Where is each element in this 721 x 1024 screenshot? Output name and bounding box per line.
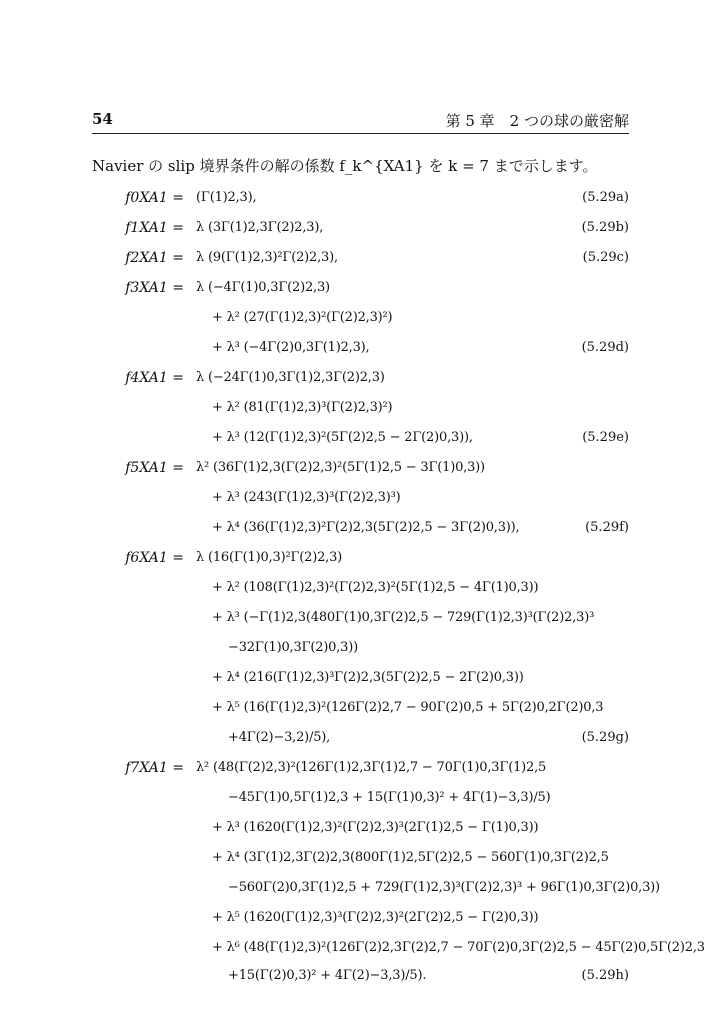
equation-rhs: −45Γ(1)0,5Γ(1)2,3 + 15(Γ(1)0,3)² + 4Γ(1)−3,3)/5)	[228, 790, 551, 805]
equation-rhs: + λ³ (1620(Γ(1)2,3)²(Γ(2)2,3)³(2Γ(1)2,5 − Γ(1)0,3))	[212, 820, 539, 835]
equation-line	[0, 520, 721, 548]
equation-number: (5.29c)	[582, 250, 629, 265]
equation-line	[0, 550, 721, 578]
equation-lhs: f1XA1 =	[125, 220, 184, 236]
equation-line	[0, 190, 721, 218]
equation-rhs: −560Γ(2)0,3Γ(1)2,5 + 729(Γ(1)2,3)³(Γ(2)2,3)³ + 96Γ(1)0,3Γ(2)0,3))	[228, 880, 660, 895]
equation-rhs: λ² (36Γ(1)2,3(Γ(2)2,3)²(5Γ(1)2,5 − 3Γ(1)0,3))	[196, 460, 485, 475]
equation-line	[0, 760, 721, 788]
equation-lhs: f3XA1 =	[125, 280, 184, 296]
equation-line	[0, 280, 721, 308]
page-number: 54	[92, 110, 113, 128]
equation-lhs: f7XA1 =	[125, 760, 184, 776]
equation-line	[0, 730, 721, 758]
equation-line	[0, 220, 721, 248]
equation-rhs: + λ³ (243(Γ(1)2,3)³(Γ(2)2,3)³)	[212, 490, 401, 505]
equation-line	[0, 880, 721, 908]
equation-rhs: λ² (48(Γ(2)2,3)²(126Γ(1)2,3Γ(1)2,7 − 70Γ(1)0,3Γ(1)2,5	[196, 760, 547, 775]
equation-rhs: λ (3Γ(1)2,3Γ(2)2,3),	[196, 220, 324, 235]
equation-line	[0, 850, 721, 878]
equation-rhs: + λ² (108(Γ(1)2,3)²(Γ(2)2,3)²(5Γ(1)2,5 − 4Γ(1)0,3))	[212, 580, 539, 595]
equation-rhs: + λ³ (−Γ(1)2,3(480Γ(1)0,3Γ(2)2,5 − 729(Γ(1)2,3)³(Γ(2)2,3)³	[212, 610, 595, 625]
equation-rhs: + λ² (27(Γ(1)2,3)²(Γ(2)2,3)²)	[212, 310, 393, 325]
running-header	[92, 110, 629, 134]
equation-line	[0, 250, 721, 278]
equation-line	[0, 700, 721, 728]
equation-rhs: + λ² (81(Γ(1)2,3)³(Γ(2)2,3)²)	[212, 400, 393, 415]
equation-line	[0, 820, 721, 848]
equation-line	[0, 490, 721, 518]
equation-lhs: f0XA1 =	[125, 190, 184, 206]
equation-rhs: + λ⁴ (36(Γ(1)2,3)²Γ(2)2,3(5Γ(2)2,5 − 3Γ(2)0,3)),	[212, 520, 520, 535]
equation-number: (5.29h)	[581, 968, 629, 983]
equation-rhs: λ (−24Γ(1)0,3Γ(1)2,3Γ(2)2,3)	[196, 370, 385, 385]
equation-number: (5.29b)	[581, 220, 629, 235]
equation-rhs: −32Γ(1)0,3Γ(2)0,3))	[228, 640, 358, 655]
equation-rhs: + λ⁴ (3Γ(1)2,3Γ(2)2,3(800Γ(1)2,5Γ(2)2,5 − 560Γ(1)0,3Γ(2)2,5	[212, 850, 609, 865]
equation-rhs: (Γ(1)2,3),	[196, 190, 257, 205]
intro-text: Navier の slip 境界条件の解の係数 f_k^{XA1} を k = 7 まで示します。	[92, 157, 598, 175]
equation-rhs: + λ³ (12(Γ(1)2,3)²(5Γ(2)2,5 − 2Γ(2)0,3)),	[212, 430, 473, 445]
equation-rhs: + λ⁵ (16(Γ(1)2,3)²(126Γ(2)2,7 − 90Γ(2)0,5 + 5Γ(2)0,2Γ(2)0,3	[212, 700, 604, 715]
equation-rhs: λ (−4Γ(1)0,3Γ(2)2,3)	[196, 280, 330, 295]
equation-line	[0, 968, 721, 996]
equation-number: (5.29a)	[582, 190, 629, 205]
equation-line	[0, 610, 721, 638]
chapter-title: 第 5 章 2 つの球の厳密解	[445, 112, 629, 130]
equation-line	[0, 340, 721, 368]
equation-line	[0, 670, 721, 698]
equation-line	[0, 310, 721, 338]
equation-lhs: f4XA1 =	[125, 370, 184, 386]
equation-line	[0, 940, 721, 968]
equation-line	[0, 790, 721, 818]
equation-rhs: +4Γ(2)−3,2)/5),	[228, 730, 331, 745]
equation-rhs: λ (9(Γ(1)2,3)²Γ(2)2,3),	[196, 250, 338, 265]
equation-lhs: f2XA1 =	[125, 250, 184, 266]
equation-line	[0, 580, 721, 608]
equation-rhs: + λ⁴ (216(Γ(1)2,3)³Γ(2)2,3(5Γ(2)2,5 − 2Γ(2)0,3))	[212, 670, 524, 685]
equation-line	[0, 430, 721, 458]
equation-number: (5.29g)	[581, 730, 629, 745]
equation-lhs: f6XA1 =	[125, 550, 184, 566]
equation-rhs: + λ⁵ (1620(Γ(1)2,3)³(Γ(2)2,3)²(2Γ(2)2,5 − Γ(2)0,3))	[212, 910, 539, 925]
equation-number: (5.29d)	[581, 340, 629, 355]
equation-line	[0, 910, 721, 938]
equation-rhs: + λ³ (−4Γ(2)0,3Γ(1)2,3),	[212, 340, 370, 355]
equation-lhs: f5XA1 =	[125, 460, 184, 476]
equation-number: (5.29f)	[585, 520, 629, 535]
equation-line	[0, 460, 721, 488]
header-rule	[92, 133, 629, 134]
equation-rhs: λ (16(Γ(1)0,3)²Γ(2)2,3)	[196, 550, 343, 565]
equation-line	[0, 370, 721, 398]
equation-number: (5.29e)	[582, 430, 629, 445]
equation-rhs: + λ⁶ (48(Γ(1)2,3)²(126Γ(2)2,3Γ(2)2,7 − 70Γ(2)0,3Γ(2)2,5 − 45Γ(2)0,5Γ(2)2,3	[212, 940, 705, 955]
equation-line	[0, 400, 721, 428]
equation-rhs: +15(Γ(2)0,3)² + 4Γ(2)−3,3)/5).	[228, 968, 427, 983]
equation-line	[0, 640, 721, 668]
